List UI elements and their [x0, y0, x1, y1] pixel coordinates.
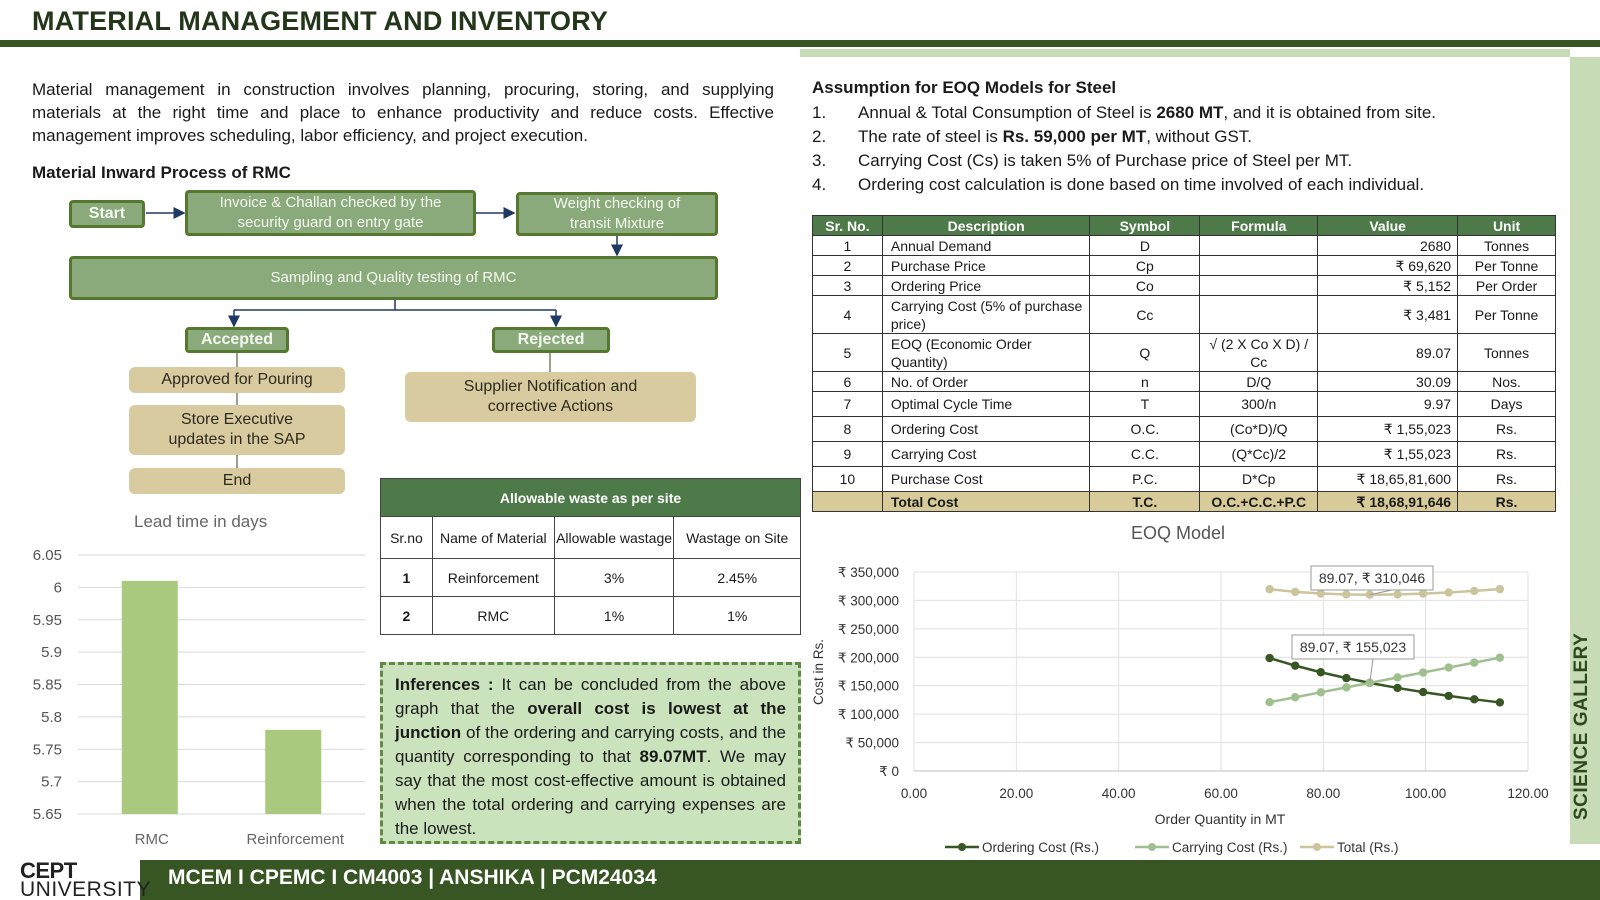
eoq-cell: O.C.+C.C.+P.C — [1200, 492, 1318, 512]
eoq-point — [1419, 688, 1427, 696]
eoq-cell — [1200, 296, 1318, 334]
eoq-point — [1496, 698, 1504, 706]
waste-cell: Reinforcement — [432, 559, 554, 597]
bar-tick-label: 6.05 — [32, 547, 62, 564]
logo-line-2: UNIVERSITY — [20, 878, 152, 900]
eoq-point — [1342, 683, 1350, 691]
list-item — [812, 173, 1552, 197]
waste-cell: 3% — [554, 559, 674, 597]
eoq-total-row — [813, 492, 1556, 512]
bar-tick-label: 5.8 — [41, 708, 62, 726]
eoq-x-tick: 100.00 — [1405, 786, 1447, 801]
waste-table — [380, 478, 801, 635]
flow-connectors — [0, 0, 800, 500]
eoq-legend-marker — [1148, 843, 1156, 851]
inferences-text: It can be concluded from the above graph that the — [395, 675, 786, 718]
waste-cell: 1 — [381, 559, 433, 597]
inferences-text: of the ordering and carrying costs, and the quantity corresponding to that — [395, 723, 786, 766]
eoq-y-tick: ₹ 350,000 — [837, 565, 899, 580]
waste-table-title: Allowable waste as per site — [381, 479, 801, 517]
eoq-cell: Purchase Cost — [882, 467, 1090, 492]
eoq-point — [1393, 590, 1401, 598]
eoq-cell: Rs. — [1458, 417, 1556, 442]
eoq-point — [1291, 588, 1299, 596]
eoq-point — [1419, 589, 1427, 597]
eoq-cell: Per Tonne — [1458, 256, 1556, 276]
flow-store: Store Executive updates in the SAP — [129, 405, 345, 455]
assumption-text: Annual & Total Consumption of Steel is — [858, 103, 1157, 122]
assumption-text: , without GST. — [1146, 127, 1253, 146]
eoq-cell — [813, 492, 883, 512]
eoq-point — [1393, 673, 1401, 681]
table-row — [813, 417, 1556, 442]
table-row — [813, 256, 1556, 276]
table-row — [813, 236, 1556, 256]
eoq-legend-marker — [1313, 843, 1321, 851]
eoq-cell: ₹ 18,68,91,646 — [1318, 492, 1458, 512]
eoq-cell: O.C. — [1090, 417, 1200, 442]
eoq-annotation-label: 89.07, ₹ 310,046 — [1318, 570, 1426, 586]
bar-tick-label: 5.95 — [32, 611, 62, 629]
eoq-point — [1265, 698, 1273, 706]
eoq-cell: 10 — [813, 467, 883, 492]
waste-cell: 2 — [381, 597, 433, 635]
logo-line-1: CEPT — [20, 858, 77, 883]
eoq-point — [1342, 674, 1350, 682]
eoq-col-header: Formula — [1200, 216, 1318, 236]
eoq-cell: 2 — [813, 256, 883, 276]
eoq-cell: Carrying Cost (5% of purchase price) — [882, 296, 1090, 334]
bar-tick-label: 5.7 — [41, 773, 62, 791]
page-title: MATERIAL MANAGEMENT AND INVENTORY — [32, 6, 609, 36]
table-row — [813, 372, 1556, 392]
eoq-table-header — [813, 216, 1556, 236]
eoq-point — [1444, 663, 1452, 671]
eoq-table — [812, 215, 1556, 512]
flow-weight: Weight checking of transit Mixture — [516, 192, 718, 236]
eoq-y-tick: ₹ 200,000 — [837, 650, 899, 666]
assumptions-heading: Assumption for EOQ Models for Steel — [812, 78, 1117, 97]
waste-cell: 2.45% — [674, 559, 801, 597]
eoq-cell: D/Q — [1200, 372, 1318, 392]
flow-rejected: Rejected — [492, 327, 610, 353]
inferences-text: . We may say that the most cost-effective amount is obtained when the total ordering and carrying expenses are the lowest. — [395, 747, 786, 838]
eoq-cell: ₹ 3,481 — [1318, 296, 1458, 334]
eoq-col-header: Unit — [1458, 216, 1556, 236]
lead-time-bar-chart — [0, 535, 370, 855]
eoq-x-tick: 80.00 — [1306, 786, 1341, 801]
eoq-cell: 3 — [813, 276, 883, 296]
bar-tick-label: 5.75 — [32, 741, 62, 759]
eoq-cell: Carrying Cost — [882, 442, 1090, 467]
table-row — [381, 559, 801, 597]
waste-col-header: Allowable wastage — [554, 517, 674, 559]
eoq-cell: ₹ 18,65,81,600 — [1318, 467, 1458, 492]
eoq-point — [1470, 695, 1478, 703]
list-item — [812, 149, 1552, 173]
list-number: 3. — [812, 151, 827, 170]
waste-cell: 1% — [674, 597, 801, 635]
eoq-col-header: Sr. No. — [813, 216, 883, 236]
list-item — [812, 101, 1552, 125]
inferences-box — [380, 662, 801, 844]
eoq-y-tick: ₹ 100,000 — [837, 707, 899, 723]
eoq-cell: Rs. — [1458, 492, 1556, 512]
table-row — [813, 467, 1556, 492]
eoq-cell: (Q*Cc)/2 — [1200, 442, 1318, 467]
eoq-y-label: Cost in Rs. — [811, 638, 826, 706]
eoq-cell: C.C. — [1090, 442, 1200, 467]
eoq-cell: Nos. — [1458, 372, 1556, 392]
eoq-legend-marker — [958, 843, 966, 851]
waste-col-header: Wastage on Site — [674, 517, 801, 559]
assumption-text: Carrying Cost (Cs) is taken 5% of Purchase price of Steel per MT. — [858, 151, 1353, 170]
eoq-y-tick: ₹ 150,000 — [837, 678, 899, 694]
eoq-cell: EOQ (Economic Order Quantity) — [882, 334, 1090, 372]
eoq-point — [1317, 688, 1325, 696]
eoq-point — [1444, 588, 1452, 596]
eoq-point — [1470, 587, 1478, 595]
eoq-point — [1265, 654, 1273, 662]
eoq-cell: Rs. — [1458, 442, 1556, 467]
waste-col-header: Name of Material — [432, 517, 554, 559]
waste-col-header: Sr.no — [381, 517, 433, 559]
eoq-cell: D*Cp — [1200, 467, 1318, 492]
list-item — [812, 125, 1552, 149]
assumption-text: Ordering cost calculation is done based on time involved of each individual. — [858, 175, 1425, 194]
eoq-point — [1291, 661, 1299, 669]
eoq-cell: Days — [1458, 392, 1556, 417]
eoq-cell: 8 — [813, 417, 883, 442]
eoq-point — [1419, 668, 1427, 676]
flow-sampling: Sampling and Quality testing of RMC — [69, 256, 718, 300]
eoq-point — [1496, 653, 1504, 661]
eoq-cell: 30.09 — [1318, 372, 1458, 392]
eoq-point — [1496, 585, 1504, 593]
eoq-point — [1444, 692, 1452, 700]
eoq-col-header: Symbol — [1090, 216, 1200, 236]
eoq-legend-label: Ordering Cost (Rs.) — [982, 840, 1100, 855]
eoq-cell: Co — [1090, 276, 1200, 296]
list-number: 4. — [812, 175, 827, 194]
eoq-cell: Tonnes — [1458, 236, 1556, 256]
assumption-text: The rate of steel is — [858, 127, 1003, 146]
bar-tick-label: 5.9 — [41, 644, 62, 662]
eoq-cell: ₹ 1,55,023 — [1318, 442, 1458, 467]
eoq-point — [1342, 590, 1350, 598]
eoq-cell: 7 — [813, 392, 883, 417]
eoq-point — [1265, 585, 1273, 593]
eoq-y-tick: ₹ 50,000 — [845, 735, 899, 751]
eoq-cell: Per Order — [1458, 276, 1556, 296]
inferences-label: Inferences : — [395, 675, 494, 694]
eoq-point — [1317, 589, 1325, 597]
eoq-col-header: Description — [882, 216, 1090, 236]
eoq-point — [1317, 668, 1325, 676]
eoq-x-label: Order Quantity in MT — [1154, 811, 1286, 827]
eoq-cell: Cc — [1090, 296, 1200, 334]
eoq-cell: ₹ 5,152 — [1318, 276, 1458, 296]
inferences-bold: overall cost is lowest at the junction — [395, 699, 787, 742]
eoq-x-tick: 20.00 — [999, 786, 1034, 801]
eoq-cell: ₹ 1,55,023 — [1318, 417, 1458, 442]
eoq-y-tick: ₹ 0 — [879, 764, 899, 779]
eoq-cell: Optimal Cycle Time — [882, 392, 1090, 417]
table-row — [813, 392, 1556, 417]
eoq-cell: 1 — [813, 236, 883, 256]
eoq-cell: 9 — [813, 442, 883, 467]
eoq-point — [1291, 693, 1299, 701]
flow-approved: Approved for Pouring — [129, 367, 345, 393]
eoq-cell: 4 — [813, 296, 883, 334]
eoq-cell — [1200, 236, 1318, 256]
eoq-cell: Purchase Price — [882, 256, 1090, 276]
eoq-cell: T — [1090, 392, 1200, 417]
bar-tick-label: 6 — [53, 579, 62, 597]
eoq-point — [1470, 658, 1478, 666]
eoq-cell: 5 — [813, 334, 883, 372]
eoq-cell — [1200, 276, 1318, 296]
eoq-x-tick: 120.00 — [1507, 786, 1549, 801]
eoq-cell: D — [1090, 236, 1200, 256]
eoq-y-tick: ₹ 250,000 — [837, 621, 899, 637]
flow-heading: Material Inward Process of RMC — [32, 163, 291, 182]
eoq-line-chart — [810, 522, 1565, 857]
eoq-cell: No. of Order — [882, 372, 1090, 392]
eoq-cell: (Co*D)/Q — [1200, 417, 1318, 442]
eoq-legend-label: Carrying Cost (Rs.) — [1172, 840, 1288, 855]
eoq-cell: Ordering Price — [882, 276, 1090, 296]
title-rule-accent — [800, 49, 1570, 57]
eoq-x-tick: 0.00 — [900, 786, 928, 801]
intro-paragraph: Material management in construction involves planning, procuring, storing, and supplying materials at the right time and place to enhance productivity and reduce costs. Effective management improves scheduling, labor efficiency, and project execution. — [32, 80, 774, 145]
eoq-cell: ₹ 69,620 — [1318, 256, 1458, 276]
eoq-cell: Per Tonne — [1458, 296, 1556, 334]
eoq-cell: T.C. — [1090, 492, 1200, 512]
inferences-bold: 89.07MT — [639, 747, 707, 766]
bar-reinforcement — [265, 730, 321, 814]
eoq-cell: Ordering Cost — [882, 417, 1090, 442]
eoq-cell: 2680 — [1318, 236, 1458, 256]
flow-start: Start — [69, 200, 145, 228]
assumption-text: , and it is obtained from site. — [1223, 103, 1437, 122]
eoq-cell: 300/n — [1200, 392, 1318, 417]
footer-text: MCEM I CPEMC I CM4003 | ANSHIKA | PCM24034 — [168, 866, 657, 889]
eoq-legend-label: Total (Rs.) — [1337, 840, 1399, 855]
table-row — [381, 597, 801, 635]
waste-cell: 1% — [554, 597, 674, 635]
eoq-cell: Total Cost — [882, 492, 1090, 512]
bar-tick-label: 5.85 — [32, 676, 62, 694]
eoq-cell — [1200, 256, 1318, 276]
bar-category-label: Reinforcement — [246, 831, 345, 848]
list-number: 2. — [812, 127, 827, 146]
eoq-series-line — [1270, 658, 1500, 703]
eoq-point — [1393, 684, 1401, 692]
assumption-bold: 2680 MT — [1156, 103, 1224, 122]
bar-rmc — [122, 581, 178, 814]
eoq-y-tick: ₹ 300,000 — [837, 593, 899, 609]
eoq-cell: 89.07 — [1318, 334, 1458, 372]
eoq-x-tick: 60.00 — [1204, 786, 1238, 801]
eoq-point — [1366, 591, 1374, 599]
eoq-annotation-label: 89.07, ₹ 155,023 — [1299, 639, 1407, 655]
side-label: SCIENCE GALLERY — [1571, 632, 1592, 820]
list-number: 1. — [812, 103, 827, 122]
eoq-cell: Tonnes — [1458, 334, 1556, 372]
eoq-cell: Cp — [1090, 256, 1200, 276]
bar-tick-label: 5.65 — [32, 806, 62, 823]
eoq-cell: √ (2 X Co X D) / Cc — [1200, 334, 1318, 372]
lead-chart-title: Lead time in days — [134, 512, 268, 531]
flow-supplier: Supplier Notification and corrective Actions — [405, 372, 696, 422]
eoq-cell: 9.97 — [1318, 392, 1458, 417]
eoq-cell: P.C. — [1090, 467, 1200, 492]
eoq-cell: Annual Demand — [882, 236, 1090, 256]
table-row — [813, 334, 1556, 372]
flow-accepted: Accepted — [185, 327, 289, 353]
eoq-cell: n — [1090, 372, 1200, 392]
eoq-x-tick: 40.00 — [1101, 786, 1136, 801]
bar-category-label: RMC — [134, 831, 169, 848]
table-row — [813, 296, 1556, 334]
eoq-col-header: Value — [1318, 216, 1458, 236]
flow-invoice: Invoice & Challan checked by the security guard on entry gate — [185, 190, 476, 236]
eoq-cell: 6 — [813, 372, 883, 392]
waste-cell: RMC — [432, 597, 554, 635]
eoq-chart-title: EOQ Model — [1130, 523, 1226, 543]
flow-end: End — [129, 468, 345, 494]
assumptions-list — [812, 101, 1552, 197]
table-row — [813, 276, 1556, 296]
eoq-cell: Q — [1090, 334, 1200, 372]
assumption-bold: Rs. 59,000 per MT — [1002, 127, 1147, 146]
table-row — [813, 442, 1556, 467]
eoq-cell: Rs. — [1458, 467, 1556, 492]
